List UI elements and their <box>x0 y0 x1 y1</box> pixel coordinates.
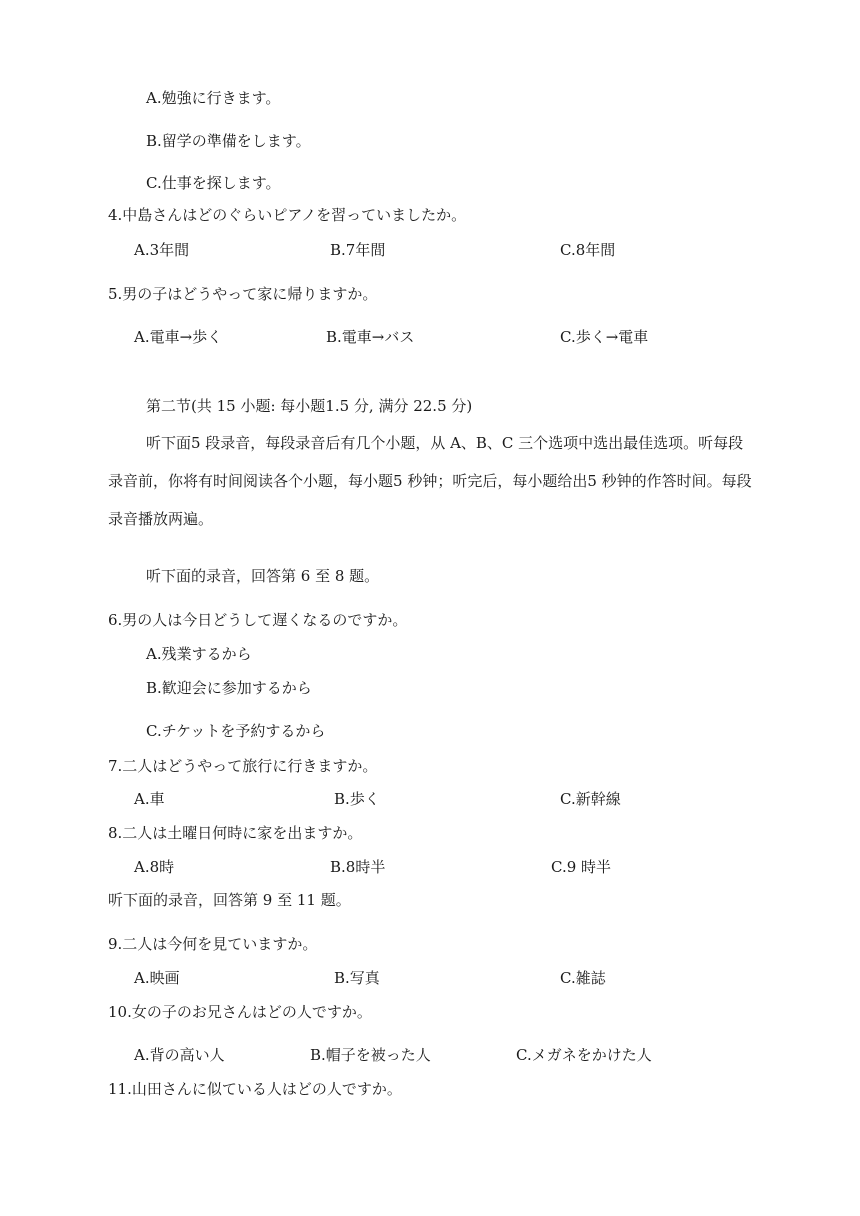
q4-option-b: B.7年間 <box>330 241 386 259</box>
q7-option-a: A.車 <box>134 790 165 808</box>
q10-option-c: C.メガネをかけた人 <box>516 1046 652 1064</box>
q8-option-b: B.8時半 <box>330 858 386 876</box>
q3-option-a: A.勉強に行きます。 <box>146 89 281 107</box>
q3-option-b: B.留学の準備をします。 <box>146 132 311 150</box>
q7-option-c: C.新幹線 <box>560 790 621 808</box>
q9-option-a: A.映画 <box>134 969 180 987</box>
q5-option-a: A.電車→歩く <box>134 328 223 346</box>
q4-stem: 4.中島さんはどのぐらいピアノを習っていましたか。 <box>108 206 467 224</box>
q6-option-b: B.歓迎会に参加するから <box>146 679 312 697</box>
q8-stem: 8.二人は土曜日何時に家を出ますか。 <box>108 824 363 842</box>
q6-option-c: C.チケットを予約するから <box>146 722 326 740</box>
q9-stem: 9.二人は今何を見ていますか。 <box>108 935 318 953</box>
q3-option-c: C.仕事を探します。 <box>146 174 281 192</box>
q9-option-c: C.雑誌 <box>560 969 606 987</box>
q7-stem: 7.二人はどうやって旅行に行きますか。 <box>108 757 378 775</box>
group2-intro: 听下面的录音，回答第 9 至 11 题。 <box>108 891 351 909</box>
q5-option-c: C.歩く→電車 <box>560 328 649 346</box>
section2-heading: 第二节(共 15 小题: 每小题1.5 分, 满分 22.5 分) <box>146 397 473 415</box>
q6-option-a: A.残業するから <box>146 645 252 663</box>
q10-option-a: A.背の高い人 <box>134 1046 225 1064</box>
q4-option-a: A.3年間 <box>134 241 190 259</box>
q6-stem: 6.男の人は今日どうして遅くなるのですか。 <box>108 611 408 629</box>
q10-stem: 10.女の子のお兄さんはどの人ですか。 <box>108 1003 372 1021</box>
q5-stem: 5.男の子はどうやって家に帰りますか。 <box>108 285 378 303</box>
q9-option-b: B.写真 <box>334 969 380 987</box>
group1-intro: 听下面的录音，回答第 6 至 8 题。 <box>146 567 380 585</box>
q7-option-b: B.歩く <box>334 790 380 808</box>
q10-option-b: B.帽子を被った人 <box>310 1046 431 1064</box>
q8-option-c: C.9 時半 <box>551 858 612 876</box>
q4-option-c: C.8年間 <box>560 241 616 259</box>
section2-instructions: 听下面5 段录音，每段录音后有几个小题，从 A、B、C 三个选项中选出最佳选项。听每段录音前，你将有时间阅读各个小题，每小题5 秒钟；听完后，每小题给出5 秒钟的作答时间。每段录音播放两遍。 <box>108 434 752 528</box>
q8-option-a: A.8時 <box>134 858 175 876</box>
q5-option-b: B.電車→バス <box>326 328 415 346</box>
q11-stem: 11.山田さんに似ている人はどの人ですか。 <box>108 1080 402 1098</box>
